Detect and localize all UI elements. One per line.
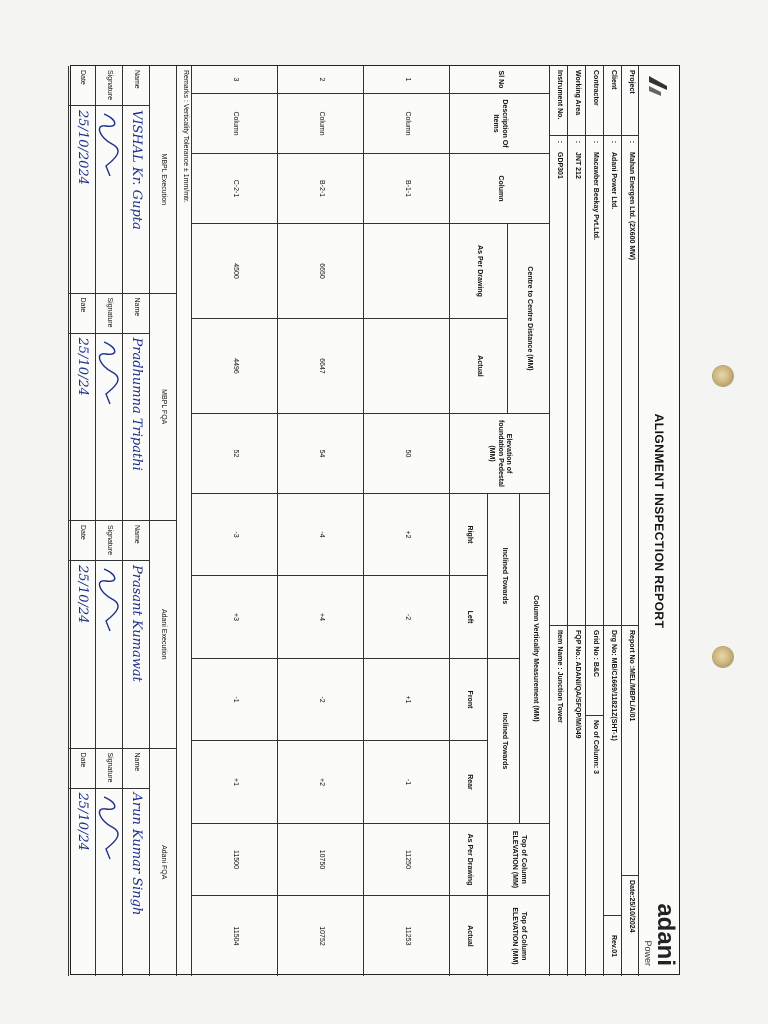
punch-hole-top: [713, 366, 733, 386]
header-top-elev-drawing-group: Top of Column ELEVATION (MM): [487, 824, 549, 896]
cell-top-draw: 10750: [277, 824, 363, 896]
header-rear: Rear: [449, 741, 487, 824]
signature: [95, 561, 122, 749]
date-label: Date: [68, 294, 95, 334]
contractor-label: Contractor: [585, 66, 603, 136]
punch-hole-bottom: [713, 647, 733, 667]
fqp-no: FQP No.: ADANI/QA/SFQP/M/049: [567, 626, 585, 976]
company-logo-icon: [647, 74, 671, 100]
area-value: JNT 212: [567, 148, 585, 626]
project-label: Project: [621, 66, 639, 136]
signoff-date: 25/10/2024: [68, 106, 95, 294]
grid-no: Grid No : B&C: [585, 626, 603, 716]
brand-subtitle: Power: [643, 940, 653, 966]
cell-right: -4: [277, 494, 363, 576]
client-sep: :: [603, 136, 621, 148]
name-label: Name: [122, 749, 149, 789]
signoff-title: MBPL FQA: [149, 294, 176, 522]
client-value: Adani Power Ltd.: [603, 148, 621, 626]
cell-ctc-draw: [363, 224, 449, 319]
cell-rear: +1: [191, 741, 277, 824]
cell-elev: 50: [363, 414, 449, 494]
date-label: Date: [68, 66, 95, 106]
date-label: Date: [68, 521, 95, 561]
header-top-elev-actual-group: Top of Column ELEVATION (MM): [487, 896, 549, 976]
header-sl-no: Sl No: [449, 66, 549, 94]
header-inclined-left: Inclined Towards: [487, 494, 519, 659]
cell-elev: 52: [191, 414, 277, 494]
cell-top-draw: 11500: [191, 824, 277, 896]
cell-col: B-1-1: [363, 154, 449, 224]
signatory-name: Arun Kumar Singh: [122, 789, 149, 977]
header-ctc-distance: Centre to Centre Distance (MM): [507, 224, 549, 414]
signature-label: Signature: [95, 294, 122, 334]
cell-right: -3: [191, 494, 277, 576]
brand-logo: [643, 903, 677, 966]
area-label: Working Area: [567, 66, 585, 136]
signature-label: Signature: [95, 521, 122, 561]
signature: [95, 106, 122, 294]
signature-label: Signature: [95, 66, 122, 106]
cell-ctc-draw: 4500: [191, 224, 277, 319]
signatory-name: Pradhumna Tripathi: [122, 334, 149, 522]
cell-rear: -1: [363, 741, 449, 824]
signature: [95, 789, 122, 977]
signatory-name: Prasant Kumawat: [122, 561, 149, 749]
cell-top-act: 11253: [363, 896, 449, 976]
signoff-title: MBPL Execution: [149, 66, 176, 294]
header-ctc-drawing: As Per Drawing: [449, 224, 507, 319]
report-date: Date:25/10/2024: [621, 876, 639, 976]
instrument-sep: :: [549, 136, 567, 148]
header-right: Right: [449, 494, 487, 576]
cell-left: +4: [277, 576, 363, 659]
header-verticality: Column Verticality Measurement (MM): [519, 494, 549, 824]
header-top-elev-drawing: As Per Drawing: [449, 824, 487, 896]
signature-label: Signature: [95, 749, 122, 789]
data-rows: [191, 66, 449, 976]
header-inclined-right: Inclined Towards: [487, 659, 519, 824]
cell-top-act: 10752: [277, 896, 363, 976]
cell-left: +3: [191, 576, 277, 659]
cell-rear: +2: [277, 741, 363, 824]
signoff-date: 25/10/24: [68, 789, 95, 977]
signature: [95, 334, 122, 522]
client-label: Client: [603, 66, 621, 136]
signoff-title: Adani Execution: [149, 521, 176, 749]
header-top-elev-actual: Actual: [449, 896, 487, 976]
cell-ctc-act: 4496: [191, 319, 277, 414]
cell-front: -1: [191, 659, 277, 741]
cell-sl: 1: [363, 66, 449, 94]
project-sep: :: [621, 136, 639, 148]
cell-ctc-draw: 6650: [277, 224, 363, 319]
header-elevation: Elevation of foundation Pedestal (MM): [449, 414, 549, 494]
brand-name: adani: [652, 903, 679, 966]
contractor-value: Macawber Beekay Pvt.Ltd.: [585, 148, 603, 626]
cell-front: -2: [277, 659, 363, 741]
report-no: Report No :MEL/MBPL/A/01: [621, 626, 639, 876]
instrument-value: GDP301: [549, 148, 567, 626]
cell-sl: 3: [191, 66, 277, 94]
header-description: Description Of Items: [449, 94, 549, 154]
cell-sl: 2: [277, 66, 363, 94]
area-sep: :: [567, 136, 585, 148]
cell-top-draw: 11250: [363, 824, 449, 896]
cell-left: -2: [363, 576, 449, 659]
signoff-date: 25/10/24: [68, 561, 95, 749]
signoff-section: [68, 66, 177, 976]
header-ctc-actual: Actual: [449, 319, 507, 414]
name-label: Name: [122, 66, 149, 106]
cell-elev: 54: [277, 414, 363, 494]
cell-col: B-2-1: [277, 154, 363, 224]
cell-desc: Column: [363, 94, 449, 154]
revision: Rev.01: [603, 916, 621, 976]
header-left: Left: [449, 576, 487, 659]
name-label: Name: [122, 521, 149, 561]
drawing-no: Drg No: MB/C1669/11821Z(SHT-1): [603, 626, 621, 916]
cell-ctc-act: 6647: [277, 319, 363, 414]
item-name: Item Name : Junction Tower: [549, 626, 567, 976]
instrument-label: Instrument No.: [549, 66, 567, 136]
date-label: Date: [68, 749, 95, 789]
cell-front: +1: [363, 659, 449, 741]
project-value: Mahan Energen Ltd. (2X600 MW): [621, 148, 639, 626]
alignment-inspection-report: [70, 65, 680, 975]
columns-count: No of Column: 3: [585, 716, 603, 976]
cell-ctc-act: [363, 319, 449, 414]
header-front: Front: [449, 659, 487, 741]
name-label: Name: [122, 294, 149, 334]
report-title: ALIGNMENT INSPECTION REPORT: [638, 66, 679, 976]
cell-right: +2: [363, 494, 449, 576]
cell-desc: Column: [191, 94, 277, 154]
cell-col: C-2-1: [191, 154, 277, 224]
cell-top-act: 11504: [191, 896, 277, 976]
signoff-date: 25/10/24: [68, 334, 95, 522]
remarks-note: Remarks : Verticality Tolerance ± 1mm/mtr.: [182, 70, 189, 203]
signoff-title: Adani FQA: [149, 749, 176, 977]
signatory-name: VISHAL Kr. Gupta: [122, 106, 149, 294]
contractor-sep: :: [585, 136, 603, 148]
header-column: Column: [449, 154, 549, 224]
cell-desc: Column: [277, 94, 363, 154]
